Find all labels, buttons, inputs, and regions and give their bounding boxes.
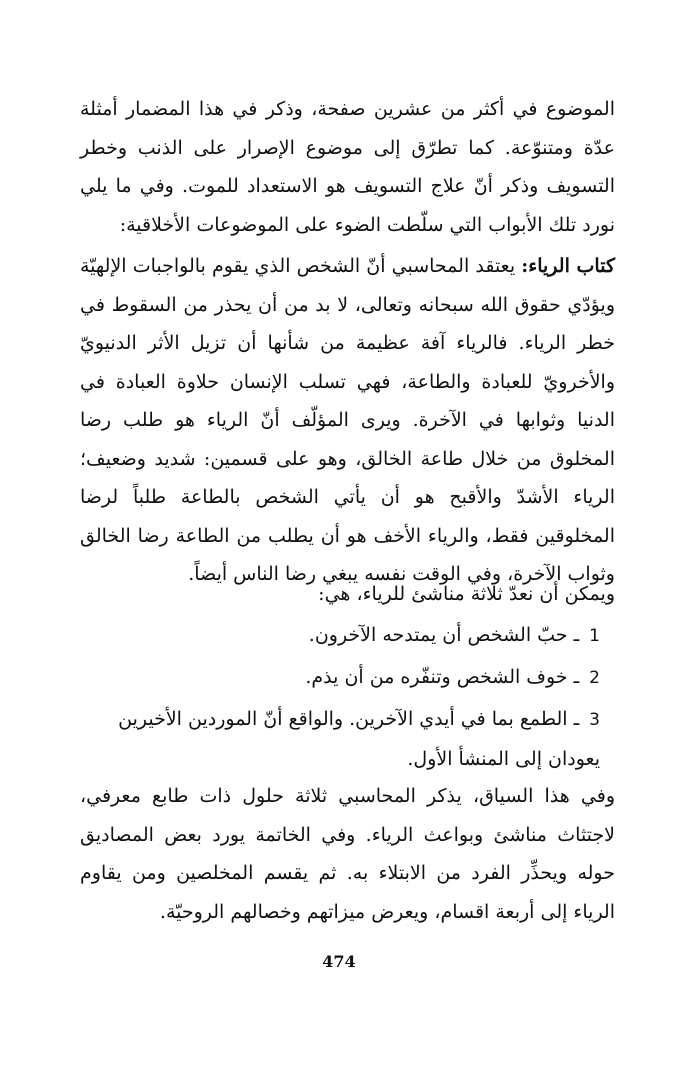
- list-item: [70, 658, 600, 698]
- list-item-number: 3: [589, 710, 600, 730]
- page-number: 474: [322, 952, 356, 971]
- list-item: [70, 616, 600, 656]
- list-item: [70, 700, 600, 778]
- paragraph-origins-intro: [80, 575, 637, 614]
- list-item-text: ـ الطمع بما في أيدي الآخرين. والواقع أنّ الموردين الأخيرين يعودان إلى المنشأ الأول.: [118, 708, 600, 770]
- paragraph-solutions: [80, 777, 615, 931]
- paragraph-solutions-text: وفي هذا السياق، يذكر المحاسبي ثلاثة حلول ذات طابع معرفي، لاجتثاث مناشئ وبواعث الرياء. وفي الخاتمة يورد بعض المصاديق حوله ويحذِّر الفرد من الابتلاء به. ثم يقسم المخلصين ومن يقاوم الرياء إلى أربعة اقسام، ويعرض ميزاتهم وخصالهم الروحيّة.: [80, 785, 615, 923]
- list-item-text: ـ حبّ الشخص أن يمتدحه الآخرون.: [308, 624, 580, 646]
- section-title-riya: كتاب الرياء:: [521, 255, 615, 277]
- list-item-text: ـ خوف الشخص وتنفّره من أن يذم.: [305, 666, 580, 688]
- paragraph-intro: [80, 90, 615, 244]
- paragraph-riya-text: يعتقد المحاسبي أنّ الشخص الذي يقوم بالواجبات الإلهيّة ويؤدّي حقوق الله سبحانه وتعالى، لا بد من أن يحذر من السقوط في خطر الرياء. فالرياء آفة عظيمة من شأنها أن تزيل الأثر الدنيويّ والأخرويّ للعبادة والطاعة، فهي تسلب الإنسان حلاوة العبادة في الدنيا وثوابها في الآخرة. ويرى المؤلّف أنّ الرياء هو طلب رضا المخلوق من خلال طاعة الخالق، وهو على قسمين: شديد وضعيف؛ الرياء الأشدّ والأقبح هو أن يأتي الشخص بالطاعة طلباً لرضا المخلوقين فقط، والرياء الأخف هو أن يطلب من الطاعة رضا الخالق وثواب الآخرة، وفي الوقت نفسه يبغي رضا الناس أيضاً.: [80, 255, 615, 585]
- paragraph-origins-intro-text: ويمكن أن نعدّ ثلاثة مناشئ للرياء، هي:: [318, 583, 615, 605]
- list-item-number: 1: [589, 626, 600, 646]
- paragraph-intro-text: الموضوع في أكثر من عشرين صفحة، وذكر في هذا المضمار أمثلة عدّة ومتنوّعة. كما تطرّق إلى موضوع الإصرار على الذنب وخطر التسويف وذكر أنّ علاج التسويف هو الاستعداد للموت. وفي ما يلي نورد تلك الأبواب التي سلّطت الضوء على الموضوعات الأخلاقية:: [80, 98, 615, 236]
- paragraph-riya: [80, 247, 615, 594]
- list-item-number: 2: [589, 668, 600, 688]
